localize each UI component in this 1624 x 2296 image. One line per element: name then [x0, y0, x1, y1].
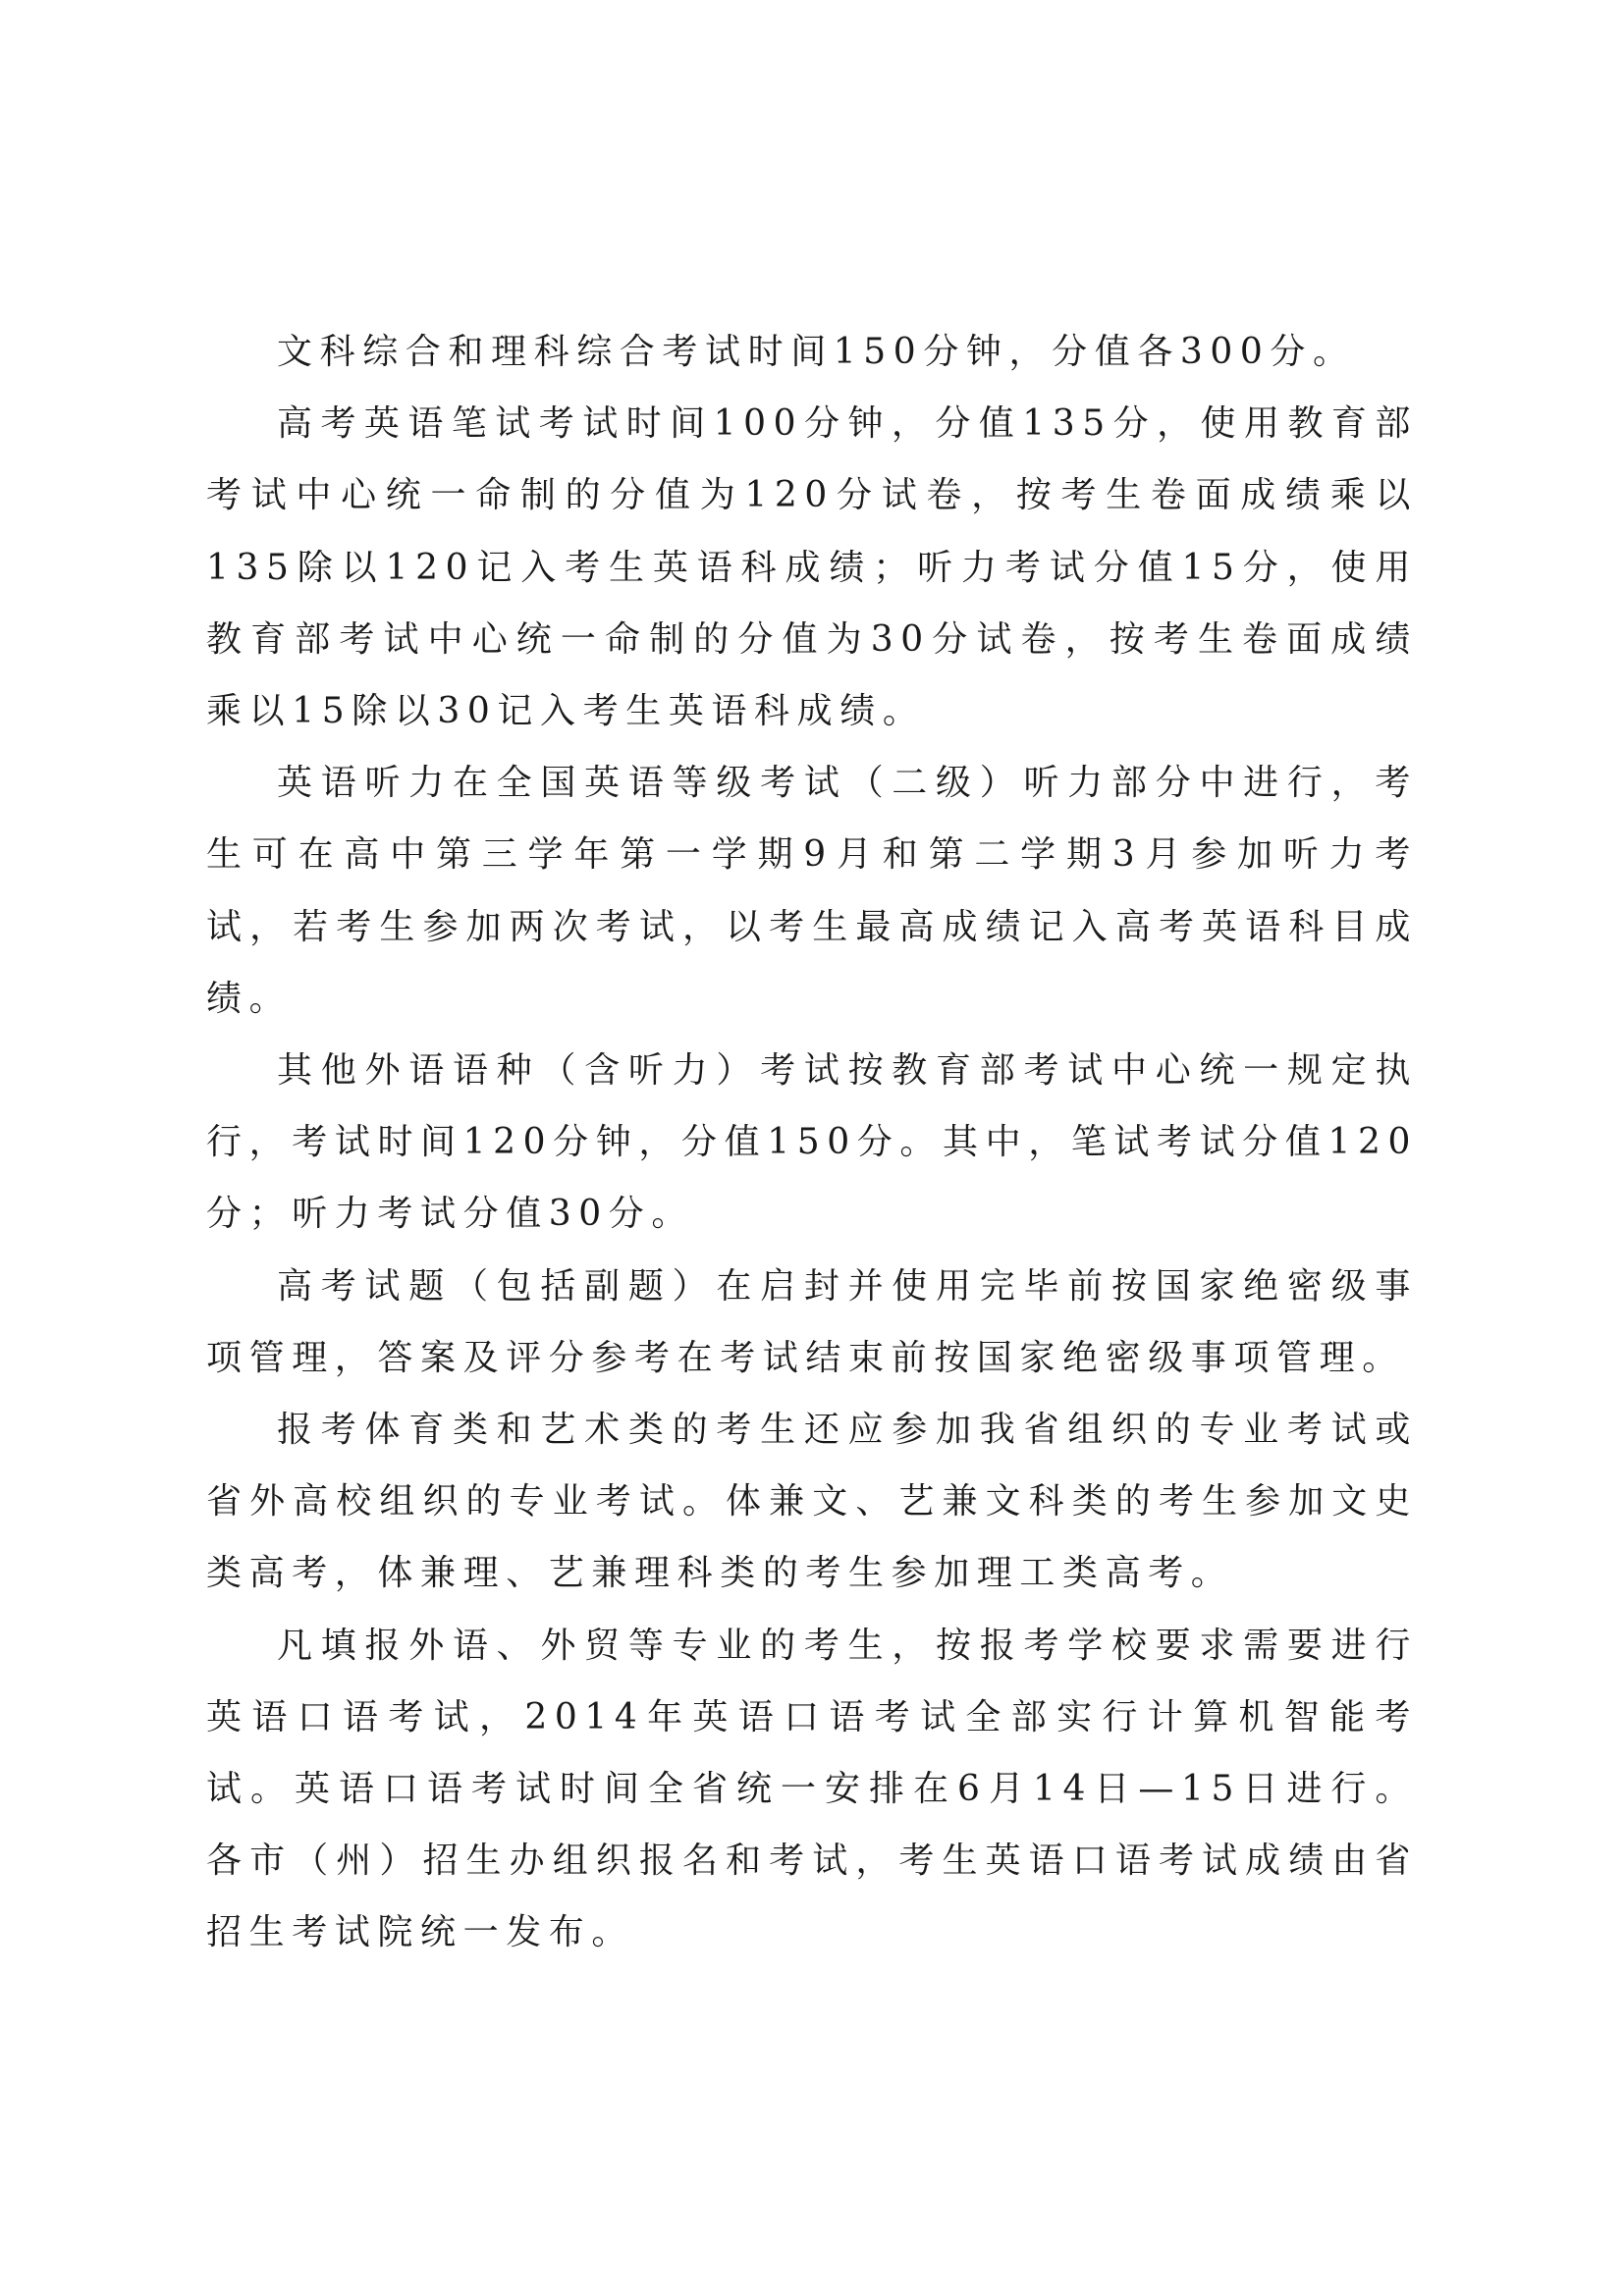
- paragraph-other-languages: 其他外语语种（含听力）考试按教育部考试中心统一规定执行，考试时间120分钟，分值150分。其中，笔试考试分值120分；听力考试分值30分。: [206, 1050, 1418, 1235]
- document-body: [206, 316, 1418, 1969]
- paragraph-oral-english-exam: 凡填报外语、外贸等专业的考生，按报考学校要求需要进行英语口语考试，2014年英语口语考试全部实行计算机智能考试。英语口语考试时间全省统一安排在6月14日—15日进行。各市（州）招生办组织报名和考试，考生英语口语考试成绩由省招生考试院统一发布。: [206, 1625, 1418, 1953]
- paragraph-english-listening: 英语听力在全国英语等级考试（二级）听力部分中进行，考生可在高中第三学年第一学期9月和第二学期3月参加听力考试，若考生参加两次考试，以考生最高成绩记入高考英语科目成绩。: [206, 763, 1418, 1019]
- paragraph-exam-confidentiality: 高考试题（包括副题）在启封并使用完毕前按国家绝密级事项管理，答案及评分参考在考试结束前按国家绝密级事项管理。: [206, 1265, 1418, 1378]
- paragraph-sports-arts-applicants: 报考体育类和艺术类的考生还应参加我省组织的专业考试或省外高校组织的专业考试。体兼文、艺兼文科类的考生参加文史类高考，体兼理、艺兼理科类的考生参加理工类高考。: [206, 1410, 1418, 1594]
- paragraph-english-written-exam: 高考英语笔试考试时间100分钟，分值135分，使用教育部考试中心统一命制的分值为120分试卷，按考生卷面成绩乘以135除以120记入考生英语科成绩；听力考试分值15分，使用教育部考试中心统一命制的分值为30分试卷，按考生卷面成绩乘以15除以30记入考生英语科成绩。: [206, 403, 1418, 732]
- paragraph-comprehensive-exam: 文科综合和理科综合考试时间150分钟，分值各300分。: [277, 332, 1356, 372]
